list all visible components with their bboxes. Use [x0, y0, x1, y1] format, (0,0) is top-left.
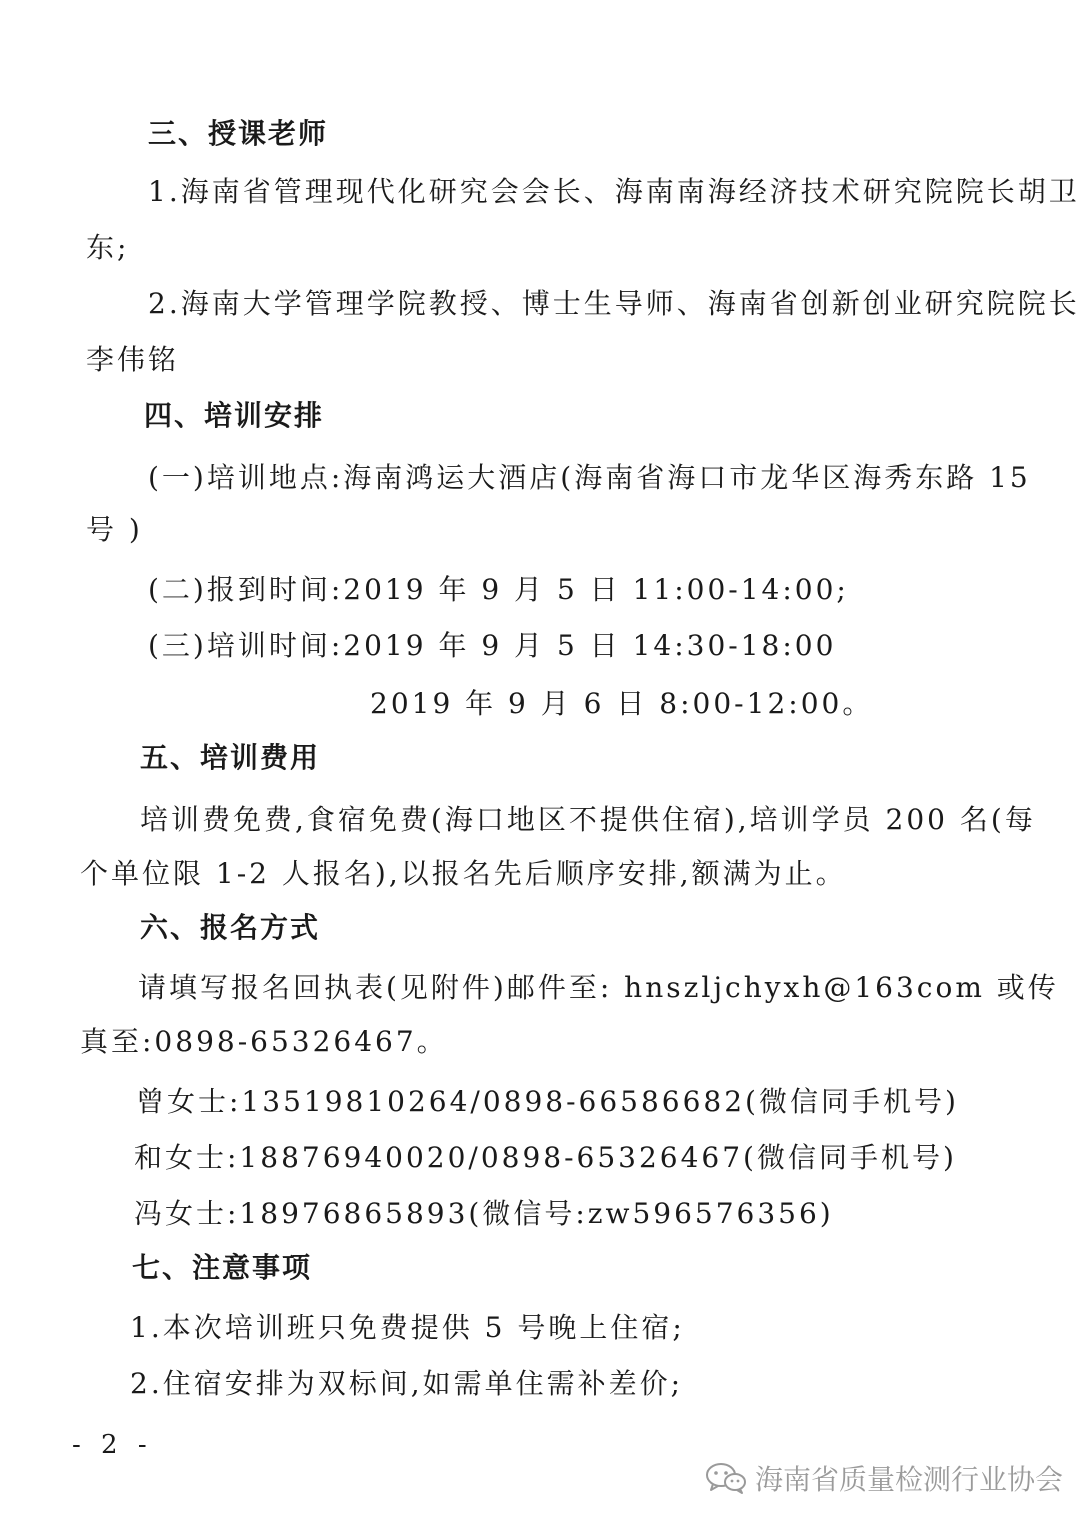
section-4-place-line-1: (一)培训地点:海南鸿运大酒店(海南省海口市龙华区海秀东路 15: [148, 461, 1031, 494]
section-3-item-1-line-2: 东;: [86, 231, 130, 264]
section-3-title: 三、授课老师: [148, 117, 329, 150]
section-6-contact-1: 曾女士:13519810264/0898-66586682(微信同手机号): [136, 1085, 959, 1118]
wechat-icon: [705, 1461, 747, 1495]
section-6-line-1: 请填写报名回执表(见附件)邮件至: hnszljchyxh@163com 或传: [138, 971, 1059, 1004]
watermark-text: 海南省质量检测行业协会: [755, 1463, 1064, 1496]
section-4-checkin-time: (二)报到时间:2019 年 9 月 5 日 11:00-14:00;: [148, 573, 849, 606]
page-number: - 2 -: [72, 1430, 153, 1460]
section-6-title: 六、报名方式: [140, 911, 321, 944]
watermark: [705, 1458, 1063, 1498]
section-4-title: 四、培训安排: [144, 399, 325, 432]
section-4-training-time-line-1: (三)培训时间:2019 年 9 月 5 日 14:30-18:00: [148, 629, 837, 662]
section-5-title: 五、培训费用: [140, 741, 321, 774]
section-5-line-2: 个单位限 1-2 人报名),以报名先后顺序安排,额满为止。: [80, 857, 847, 890]
section-6-line-2: 真至:0898-65326467。: [80, 1025, 448, 1058]
section-4-place-line-2: 号 ): [86, 513, 143, 546]
section-6-contact-2: 和女士:18876940020/0898-65326467(微信同手机号): [134, 1141, 957, 1174]
section-7-item-2: 2.住宿安排为双标间,如需单住需补差价;: [130, 1367, 684, 1400]
section-4-training-time-line-2: 2019 年 9 月 6 日 8:00-12:00。: [370, 687, 874, 720]
section-3-item-1-line-1: 1.海南省管理现代化研究会会长、海南南海经济技术研究院院长胡卫: [148, 175, 1080, 208]
section-6-contact-3: 冯女士:18976865893(微信号:zw596576356): [134, 1197, 834, 1230]
section-3-item-2-line-2: 李伟铭: [86, 343, 180, 376]
section-3-item-2-line-1: 2.海南大学管理学院教授、博士生导师、海南省创新创业研究院院长: [148, 287, 1080, 320]
section-5-line-1: 培训费免费,食宿免费(海口地区不提供住宿),培训学员 200 名(每: [140, 803, 1036, 836]
section-7-title: 七、注意事项: [132, 1251, 313, 1284]
section-7-item-1: 1.本次培训班只免费提供 5 号晚上住宿;: [130, 1311, 685, 1344]
